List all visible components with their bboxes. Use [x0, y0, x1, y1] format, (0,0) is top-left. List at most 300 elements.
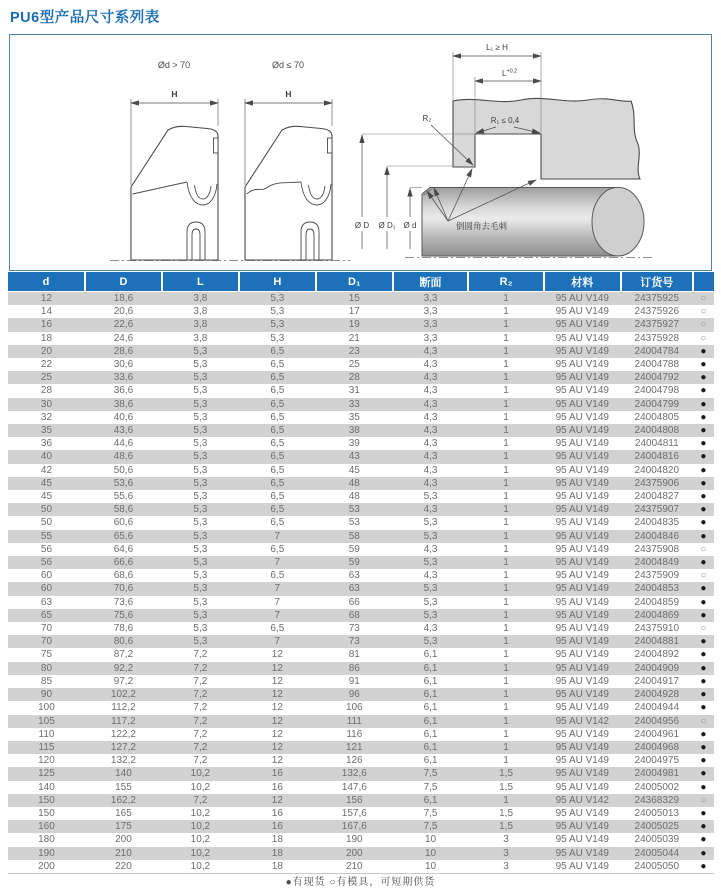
cell: 24004849 — [621, 556, 693, 569]
cell: 10 — [393, 860, 469, 874]
cell: 24004820 — [621, 464, 693, 477]
table-row — [8, 305, 714, 318]
cell: 3,8 — [162, 318, 239, 331]
cell: 5,3 — [162, 345, 239, 358]
cell: 95 AU V149 — [544, 450, 621, 463]
table-row — [8, 556, 714, 569]
cell: 65 — [8, 609, 85, 622]
cell: 7,2 — [162, 688, 239, 701]
cell: 7,2 — [162, 675, 239, 688]
cell: 73 — [316, 622, 393, 635]
shaft — [422, 188, 618, 257]
cell: 1 — [468, 635, 544, 648]
cell: 6,1 — [393, 754, 469, 767]
table-row — [8, 318, 714, 331]
cell: 24375907 — [621, 503, 693, 516]
cell: 157,6 — [316, 807, 393, 820]
cell: 1 — [468, 424, 544, 437]
cell: 1 — [468, 490, 544, 503]
cell: 38,6 — [85, 398, 162, 411]
cell: 7 — [239, 596, 316, 609]
cell: 1 — [468, 648, 544, 661]
cell: 110 — [8, 728, 85, 741]
cell: 24004827 — [621, 490, 693, 503]
cell: 63 — [316, 582, 393, 595]
cell: 6,1 — [393, 648, 469, 661]
table-row — [8, 609, 714, 622]
cell: 3,3 — [393, 292, 469, 306]
cell: 5,3 — [239, 332, 316, 345]
cell: 12 — [239, 648, 316, 661]
cell: 95 AU V149 — [544, 807, 621, 820]
cell: 95 AU V149 — [544, 820, 621, 833]
mold-available-circle: ○ — [693, 622, 714, 635]
cell: 1 — [468, 582, 544, 595]
cell: 21 — [316, 332, 393, 345]
in-stock-dot: ● — [693, 450, 714, 463]
cell: 24004846 — [621, 530, 693, 543]
cell: 24004975 — [621, 754, 693, 767]
cell: 95 AU V149 — [544, 477, 621, 490]
in-stock-dot: ● — [693, 847, 714, 860]
cell: 220 — [85, 860, 162, 874]
cell: 5,3 — [162, 450, 239, 463]
cell: 7,2 — [162, 648, 239, 661]
table-row — [8, 847, 714, 860]
cell: 38 — [316, 424, 393, 437]
seal-profile-large — [131, 60, 218, 260]
cell: 12 — [239, 794, 316, 807]
cell: 6,1 — [393, 728, 469, 741]
dimension-table-wrapper — [8, 272, 714, 874]
cell: 95 AU V149 — [544, 318, 621, 331]
cell: 24005013 — [621, 807, 693, 820]
cell: 6,5 — [239, 450, 316, 463]
dim-label-d-outer: Ø D — [354, 221, 370, 230]
cell: 24004917 — [621, 675, 693, 688]
cell: 95 AU V149 — [544, 569, 621, 582]
cell: 1 — [468, 503, 544, 516]
cell: 1 — [468, 371, 544, 384]
cell: 1 — [468, 728, 544, 741]
cell: 24375910 — [621, 622, 693, 635]
cell: 66,6 — [85, 556, 162, 569]
cell: 95 AU V149 — [544, 398, 621, 411]
cell: 25 — [316, 358, 393, 371]
cell: 106 — [316, 701, 393, 714]
table-row — [8, 503, 714, 516]
cell: 5,3 — [239, 305, 316, 318]
cell: 36 — [8, 437, 85, 450]
table-body — [8, 292, 714, 874]
cell: 4,3 — [393, 398, 469, 411]
cell: 35 — [316, 411, 393, 424]
cell: 73,6 — [85, 596, 162, 609]
cell: 5,3 — [239, 318, 316, 331]
page-title: PU6型产品尺寸系列表 — [10, 10, 160, 26]
cell: 59 — [316, 556, 393, 569]
cell: 81 — [316, 648, 393, 661]
cell: 17 — [316, 305, 393, 318]
in-stock-dot: ● — [693, 807, 714, 820]
in-stock-dot: ● — [693, 503, 714, 516]
cell: 4,3 — [393, 424, 469, 437]
cell: 7,2 — [162, 728, 239, 741]
cell: 5,3 — [162, 516, 239, 529]
cell: 1,5 — [468, 820, 544, 833]
cell: 10 — [393, 847, 469, 860]
table-row — [8, 767, 714, 780]
cell: 5,3 — [162, 424, 239, 437]
in-stock-dot: ● — [693, 411, 714, 424]
cell: 95 AU V149 — [544, 411, 621, 424]
cell: 6,5 — [239, 437, 316, 450]
cell: 12 — [239, 728, 316, 741]
cell: 1 — [468, 543, 544, 556]
cell: 18,6 — [85, 292, 162, 306]
table-row — [8, 781, 714, 794]
cell: 64,6 — [85, 543, 162, 556]
cell: 5,3 — [162, 398, 239, 411]
cell: 24004892 — [621, 648, 693, 661]
table-row — [8, 450, 714, 463]
cell: 5,3 — [162, 437, 239, 450]
cell: 6,5 — [239, 516, 316, 529]
cell: 7,5 — [393, 781, 469, 794]
cell: 1 — [468, 477, 544, 490]
cell: 7,5 — [393, 820, 469, 833]
cell: 16 — [239, 807, 316, 820]
cell: 24004961 — [621, 728, 693, 741]
cell: 190 — [8, 847, 85, 860]
in-stock-dot: ● — [693, 398, 714, 411]
cell: 43,6 — [85, 424, 162, 437]
cell: 95 AU V149 — [544, 464, 621, 477]
cell: 175 — [85, 820, 162, 833]
cell: 95 AU V149 — [544, 582, 621, 595]
cell: 75 — [8, 648, 85, 661]
cell: 63 — [8, 596, 85, 609]
in-stock-dot: ● — [693, 820, 714, 833]
cell: 6,1 — [393, 662, 469, 675]
in-stock-dot: ● — [693, 662, 714, 675]
cell: 7,5 — [393, 807, 469, 820]
cell: 200 — [316, 847, 393, 860]
cell: 39 — [316, 437, 393, 450]
header-row — [8, 272, 714, 292]
in-stock-dot: ● — [693, 424, 714, 437]
in-stock-dot: ● — [693, 728, 714, 741]
in-stock-dot: ● — [693, 345, 714, 358]
cell: 48,6 — [85, 450, 162, 463]
cell: 4,3 — [393, 464, 469, 477]
cell: 95 AU V149 — [544, 332, 621, 345]
cell: 30,6 — [85, 358, 162, 371]
cell: 127,2 — [85, 741, 162, 754]
table-row — [8, 464, 714, 477]
cell: 24005002 — [621, 781, 693, 794]
cell: 73 — [316, 635, 393, 648]
cell: 12 — [8, 292, 85, 306]
cell: 1 — [468, 688, 544, 701]
cell: 1 — [468, 292, 544, 306]
cell: 1 — [468, 464, 544, 477]
mold-available-circle: ○ — [693, 318, 714, 331]
in-stock-dot: ● — [693, 596, 714, 609]
table-row — [8, 384, 714, 397]
cell: 24004956 — [621, 715, 693, 728]
cell: 14 — [8, 305, 85, 318]
cell: 5,3 — [162, 609, 239, 622]
cell: 12 — [239, 701, 316, 714]
cell: 96 — [316, 688, 393, 701]
cell: 24004816 — [621, 450, 693, 463]
cell: 210 — [85, 847, 162, 860]
cell: 24004811 — [621, 437, 693, 450]
cell: 1 — [468, 358, 544, 371]
col-header-9: 订货号 — [621, 272, 693, 292]
cell: 95 AU V149 — [544, 860, 621, 874]
cell: 18 — [239, 833, 316, 846]
cell: 5,3 — [393, 530, 469, 543]
in-stock-dot: ● — [693, 675, 714, 688]
cell: 65,6 — [85, 530, 162, 543]
col-header-7: R₂ — [468, 272, 544, 292]
cell: 68 — [316, 609, 393, 622]
cell: 28 — [8, 384, 85, 397]
cell: 5,3 — [162, 582, 239, 595]
cell: 6,1 — [393, 715, 469, 728]
cell: 95 AU V149 — [544, 437, 621, 450]
col-header-6: 断面 — [393, 272, 469, 292]
cell: 24375927 — [621, 318, 693, 331]
cell: 1 — [468, 530, 544, 543]
in-stock-dot: ● — [693, 833, 714, 846]
cell: 24005050 — [621, 860, 693, 874]
in-stock-dot: ● — [693, 648, 714, 661]
cell: 55,6 — [85, 490, 162, 503]
cell: 91 — [316, 675, 393, 688]
cell: 200 — [85, 833, 162, 846]
cell: 12 — [239, 741, 316, 754]
cell: 5,3 — [162, 490, 239, 503]
cell: 1 — [468, 437, 544, 450]
cell: 95 AU V149 — [544, 503, 621, 516]
in-stock-dot: ● — [693, 860, 714, 874]
cell: 1 — [468, 754, 544, 767]
table-row — [8, 398, 714, 411]
cell: 1 — [468, 305, 544, 318]
cell: 53 — [316, 503, 393, 516]
cell: 100 — [8, 701, 85, 714]
cell: 7,2 — [162, 794, 239, 807]
cell: 60 — [8, 582, 85, 595]
cell: 126 — [316, 754, 393, 767]
cell: 16 — [239, 820, 316, 833]
table-row — [8, 635, 714, 648]
mold-available-circle: ○ — [693, 332, 714, 345]
table-row — [8, 833, 714, 846]
cell: 4,3 — [393, 543, 469, 556]
cell: 6,5 — [239, 371, 316, 384]
cell: 1 — [468, 332, 544, 345]
cell: 95 AU V149 — [544, 622, 621, 635]
cell: 97,2 — [85, 675, 162, 688]
cell: 45 — [8, 477, 85, 490]
cell: 121 — [316, 741, 393, 754]
cell: 95 AU V149 — [544, 767, 621, 780]
cell: 85 — [8, 675, 85, 688]
cell: 24004869 — [621, 609, 693, 622]
mold-available-circle: ○ — [693, 569, 714, 582]
cell: 160 — [8, 820, 85, 833]
cell: 63 — [316, 569, 393, 582]
cell: 3,3 — [393, 305, 469, 318]
cell: 53,6 — [85, 477, 162, 490]
cell: 24004792 — [621, 371, 693, 384]
in-stock-dot: ● — [693, 371, 714, 384]
in-stock-dot: ● — [693, 516, 714, 529]
cell: 190 — [316, 833, 393, 846]
cell: 16 — [239, 781, 316, 794]
in-stock-dot: ● — [693, 781, 714, 794]
cell: 112,2 — [85, 701, 162, 714]
cell: 5,3 — [162, 543, 239, 556]
cell: 5,3 — [162, 556, 239, 569]
cell: 132,2 — [85, 754, 162, 767]
mold-available-circle: ○ — [693, 715, 714, 728]
table-row — [8, 490, 714, 503]
cell: 92,2 — [85, 662, 162, 675]
cell: 95 AU V142 — [544, 715, 621, 728]
cell: 1 — [468, 398, 544, 411]
cell: 6,5 — [239, 411, 316, 424]
cell: 24004909 — [621, 662, 693, 675]
cell: 7 — [239, 609, 316, 622]
dim-label-l: $L^{+0,2}$ — [502, 68, 518, 78]
cell: 3 — [468, 847, 544, 860]
cell: 115 — [8, 741, 85, 754]
cell: 6,1 — [393, 741, 469, 754]
dim-label-d1: Ø D₁ — [378, 221, 396, 230]
cell: 95 AU V149 — [544, 648, 621, 661]
cell: 12 — [239, 662, 316, 675]
in-stock-dot: ● — [693, 384, 714, 397]
cell: 95 AU V149 — [544, 358, 621, 371]
cell: 3,8 — [162, 305, 239, 318]
cell: 1 — [468, 715, 544, 728]
cell: 95 AU V149 — [544, 543, 621, 556]
cell: 24375908 — [621, 543, 693, 556]
cell: 95 AU V149 — [544, 384, 621, 397]
in-stock-dot: ● — [693, 582, 714, 595]
cell: 95 AU V149 — [544, 530, 621, 543]
cell: 5,3 — [162, 530, 239, 543]
cell: 5,3 — [393, 635, 469, 648]
cell: 66 — [316, 596, 393, 609]
cell: 5,3 — [162, 477, 239, 490]
cell: 24004784 — [621, 345, 693, 358]
cell: 4,3 — [393, 358, 469, 371]
cell: 147,6 — [316, 781, 393, 794]
in-stock-dot: ● — [693, 437, 714, 450]
mold-available-circle: ○ — [693, 794, 714, 807]
dim-label-h-right: H — [285, 89, 292, 99]
installation-drawing — [355, 43, 644, 256]
cell: 87,2 — [85, 648, 162, 661]
cell: 55 — [8, 530, 85, 543]
cell: 12 — [239, 715, 316, 728]
cell: 165 — [85, 807, 162, 820]
cell: 22,6 — [85, 318, 162, 331]
dimension-table — [8, 272, 714, 874]
table-row — [8, 345, 714, 358]
table-row — [8, 332, 714, 345]
in-stock-dot: ● — [693, 609, 714, 622]
dim-label-r2: R₂ — [422, 114, 432, 123]
cell: 4,3 — [393, 345, 469, 358]
cell: 7,2 — [162, 701, 239, 714]
cell: 6,1 — [393, 701, 469, 714]
cell: 1 — [468, 450, 544, 463]
cell: 111 — [316, 715, 393, 728]
cell: 40,6 — [85, 411, 162, 424]
cell: 3 — [468, 860, 544, 874]
cell: 6,5 — [239, 424, 316, 437]
cell: 6,5 — [239, 477, 316, 490]
cell: 7,2 — [162, 662, 239, 675]
cell: 95 AU V149 — [544, 596, 621, 609]
cell: 132,6 — [316, 767, 393, 780]
cell: 5,3 — [162, 635, 239, 648]
cell: 95 AU V149 — [544, 556, 621, 569]
cell: 1 — [468, 609, 544, 622]
cell: 3,3 — [393, 332, 469, 345]
cell: 50,6 — [85, 464, 162, 477]
cell: 48 — [316, 477, 393, 490]
cell: 95 AU V149 — [544, 516, 621, 529]
cell: 70,6 — [85, 582, 162, 595]
table-row — [8, 596, 714, 609]
cell: 28 — [316, 371, 393, 384]
cell: 1 — [468, 741, 544, 754]
cell: 24375928 — [621, 332, 693, 345]
cell: 3 — [468, 833, 544, 846]
cell: 24004805 — [621, 411, 693, 424]
in-stock-dot: ● — [693, 530, 714, 543]
cell: 117,2 — [85, 715, 162, 728]
table-row — [8, 662, 714, 675]
cell: 5,3 — [393, 516, 469, 529]
cell: 90 — [8, 688, 85, 701]
cell: 1 — [468, 675, 544, 688]
cell: 155 — [85, 781, 162, 794]
technical-drawing-panel — [9, 34, 712, 271]
cell: 5,3 — [162, 371, 239, 384]
cell: 95 AU V149 — [544, 741, 621, 754]
dim-label-h-left: H — [171, 89, 178, 99]
cell: 95 AU V149 — [544, 675, 621, 688]
profile-left-label: Ød > 70 — [157, 60, 191, 70]
cell: 95 AU V149 — [544, 781, 621, 794]
cell: 150 — [8, 794, 85, 807]
cell: 60 — [8, 569, 85, 582]
cell: 5,3 — [162, 464, 239, 477]
cell: 7,2 — [162, 741, 239, 754]
cell: 95 AU V149 — [544, 371, 621, 384]
cell: 6,5 — [239, 543, 316, 556]
cell: 95 AU V149 — [544, 292, 621, 306]
